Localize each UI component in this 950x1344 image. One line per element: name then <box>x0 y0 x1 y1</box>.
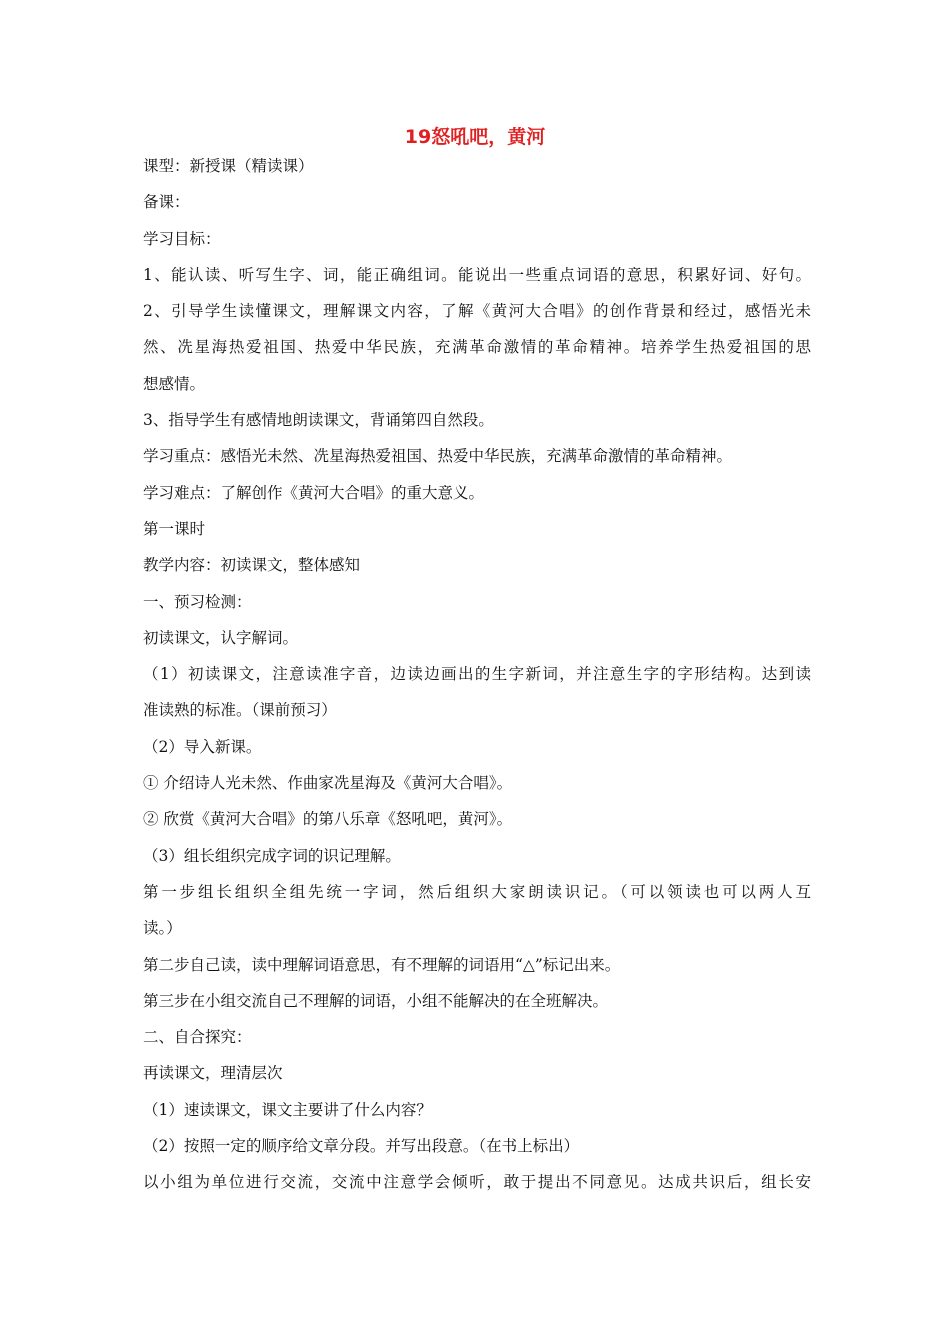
text-line: 以小组为单位进行交流，交流中注意学会倾听，敢于提出不同意见。达成共识后，组长安 <box>143 1173 811 1192</box>
text-line: 课型：新授课（精读课） <box>143 157 314 175</box>
text-line: 第一课时 <box>143 519 206 538</box>
text-line: 准读熟的标准。（课前预习） <box>143 701 337 720</box>
text-line: （1）速读课文，课文主要讲了什么内容？ <box>143 1100 432 1119</box>
text-line: 学习重点：感悟光未然、冼星海热爱祖国、热爱中华民族，充满革命激情的革命精神。 <box>143 447 733 466</box>
text-line: 第三步在小组交流自己不理解的词语，小组不能解决的在全班解决。 <box>143 991 609 1010</box>
text-line: 学习目标： <box>143 229 221 248</box>
text-line: 再读课文，理清层次 <box>143 1064 283 1083</box>
text-line: 第二步自己读，读中理解词语意思，有不理解的词语用“△”标记出来。 <box>143 955 621 974</box>
text-line: （2）按照一定的顺序给文章分段。并写出段意。（在书上标出） <box>143 1137 580 1156</box>
text-line: 初读课文，认字解词。 <box>143 628 299 647</box>
text-line: 二、自合探究： <box>143 1028 252 1047</box>
document-body <box>143 148 811 1201</box>
text-line: ② 欣赏《黄河大合唱》的第八乐章《怒吼吧，黄河》。 <box>143 810 513 829</box>
text-line: 备课： <box>143 193 190 212</box>
text-line: 读。） <box>143 919 182 938</box>
text-line: 2、引导学生读懂课文，理解课文内容，了解《黄河大合唱》的创作背景和经过，感悟光未 <box>143 302 811 321</box>
document-title: 19怒吼吧，黄河 <box>404 126 546 148</box>
text-line: （2）导入新课。 <box>143 737 262 756</box>
text-line: ① 介绍诗人光未然、作曲家冼星海及《黄河大合唱》。 <box>143 774 513 793</box>
text-line: 然、冼星海热爱祖国、热爱中华民族，充满革命激情的革命精神。培养学生热爱祖国的思 <box>143 338 811 357</box>
text-line: （3）组长组织完成字词的识记理解。 <box>143 846 401 865</box>
text-line: 3、指导学生有感情地朗读课文，背诵第四自然段。 <box>143 411 494 430</box>
text-line: （1）初读课文，注意读准字音，边读边画出的生字新词，并注意生字的字形结构。达到读 <box>143 665 811 684</box>
text-line: 一、预习检测： <box>143 592 252 611</box>
text-line: 1、能认读、听写生字、词，能正确组词。能说出一些重点词语的意思，积累好词、好句。 <box>143 265 811 284</box>
text-line: 第一步组长组织全组先统一字词，然后组织大家朗读识记。（可以领读也可以两人互 <box>143 882 811 901</box>
text-line: 学习难点：了解创作《黄河大合唱》的重大意义。 <box>143 483 485 502</box>
text-line: 教学内容：初读课文，整体感知 <box>143 556 361 575</box>
text-line: 想感情。 <box>143 374 206 393</box>
